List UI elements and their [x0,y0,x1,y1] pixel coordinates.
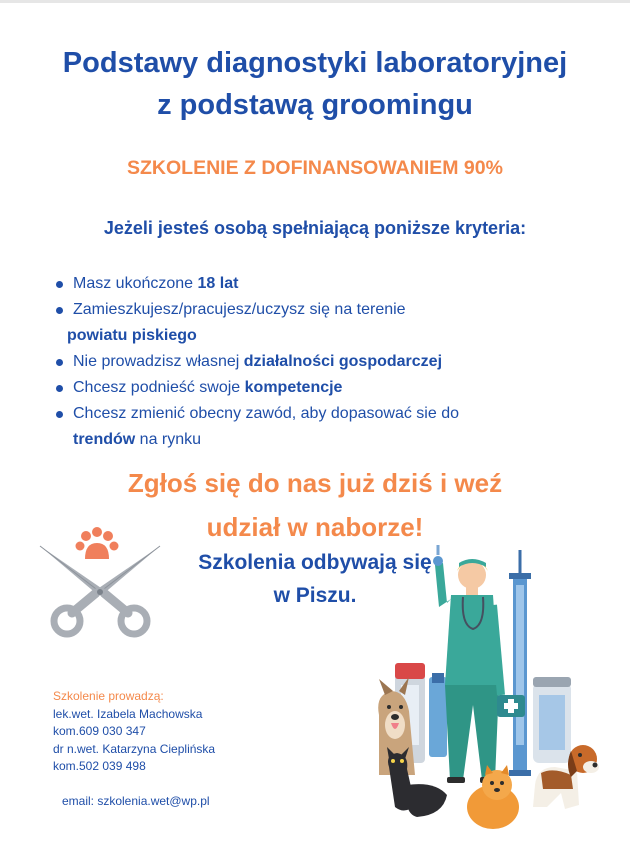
scissors-paw-icon [38,523,168,643]
location-line-1: Szkolenia odbywają się [198,551,432,574]
top-border [0,0,630,3]
cta-line-2: udział w naborze! [206,512,424,542]
subsidy-banner: SZKOLENIE Z DOFINANSOWANIEM 90% [127,157,503,179]
page-title [0,42,630,126]
instructor-1-phone: kom.609 030 347 [53,724,146,738]
instructor-2-phone: kom.502 039 498 [53,759,146,773]
instructors-lead: Szkolenie prowadzą: [53,689,164,703]
criteria-list [54,271,574,453]
contact-info [53,688,215,776]
location-line-2: w Piszu. [273,584,357,607]
cta-line-1: Zgłoś się do nas już dziś i weź [127,468,503,498]
criteria-item: Zamieszkujesz/pracujesz/uczysz się na terenie powiatu piskiego [54,297,574,349]
criteria-heading: Jeżeli jesteś osobą spełniającą poniższe kryteria: [103,218,527,238]
title-line-1: Podstawy diagnostyki laboratoryjnej [62,47,568,79]
criteria-item: Chcesz podnieść swoje kompetencje [54,375,574,401]
criteria-item: Nie prowadzisz własnej działalności gospodarczej [54,349,574,375]
instructor-2-name: dr n.wet. Katarzyna Cieplińska [53,741,216,756]
vet-with-animals-illustration [365,545,600,835]
criteria-item: Masz ukończone 18 lat [54,271,574,297]
instructor-1-name: lek.wet. Izabela Machowska [53,706,203,721]
criteria-item: Chcesz zmienić obecny zawód, aby dopasować sie do trendów na rynku [54,401,574,453]
contact-email[interactable]: email: szkolenia.wet@wp.pl [62,794,210,808]
title-line-2: z podstawą groomingu [157,89,473,121]
